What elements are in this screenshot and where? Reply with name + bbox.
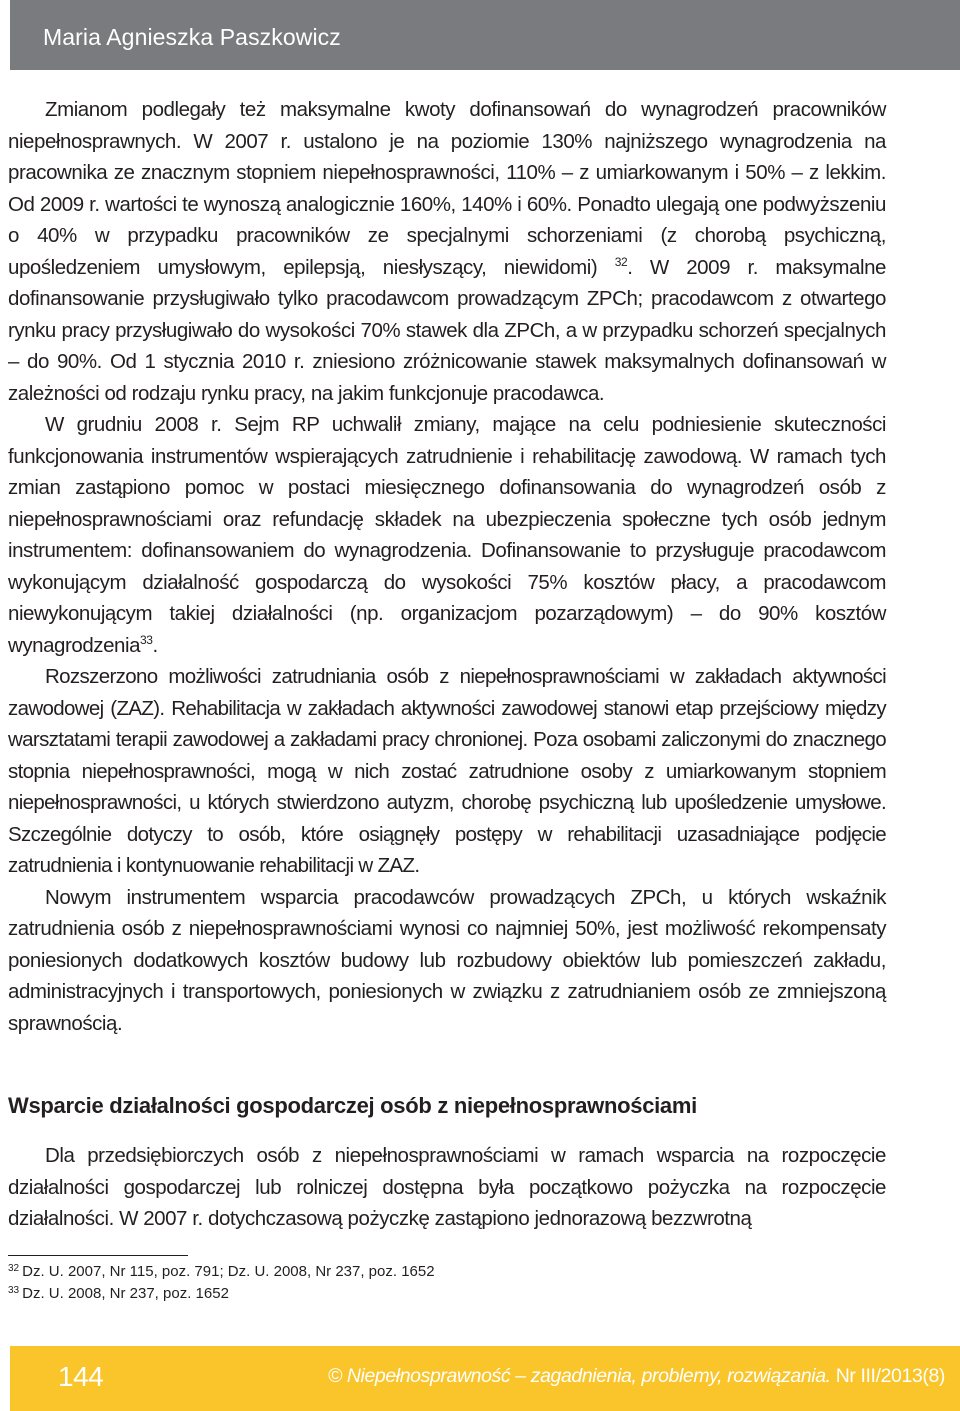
paragraph-1 bbox=[8, 94, 886, 409]
paragraph-2 bbox=[8, 409, 886, 661]
paragraph-1-text: Zmianom podlegały też maksymalne kwoty dofinansowań do wynagrodzeń pracowników niepełnosprawnych. W 2007 r. ustalono je na poziomie 130% najniższego wynagrodzenia na pracownika ze znacznym stopniem niepełnosprawności, 110% – z umiarkowanym i 50% – z lekkim. Od 2009 r. wartości te wynoszą analogicznie 160%, 140% i 60%. Ponadto ulegają one podwyższeniu o 40% w przypadku pracowników ze specjalnymi schorzeniami (z chorobą psychiczną, upośledzeniem umysłowym, epilepsją, niesłyszący, niewidomi) bbox=[8, 98, 886, 279]
footnote-number: 32 bbox=[8, 1263, 20, 1274]
journal-citation bbox=[328, 1365, 945, 1388]
footnote-text: Dz. U. 2007, Nr 115, poz. 791; Dz. U. 2008, Nr 237, poz. 1652 bbox=[22, 1263, 435, 1280]
main-text bbox=[8, 94, 886, 1039]
footnote-32 bbox=[8, 1261, 435, 1283]
footnote-separator bbox=[8, 1255, 188, 1256]
journal-issue: Nr III/2013(8) bbox=[830, 1365, 945, 1387]
section-paragraph: Dla przedsiębiorczych osób z niepełnosprawnościami w ramach wsparcia na rozpoczęcie działalności gospodarczej lub rolniczej dostępna była początkowo pożyczka na rozpoczęcie działalności. W 2007 r. dotychczasową pożyczkę zastąpiono jednorazową bezzwrotną bbox=[8, 1144, 886, 1230]
footnote-text: Dz. U. 2008, Nr 237, poz. 1652 bbox=[22, 1285, 229, 1302]
paragraph-4: Nowym instrumentem wsparcia pracodawców prowadzących ZPCh, u których wskaźnik zatrudnienia osób z niepełnosprawnościami wynosi co najmniej 50%, jest możliwość rekompensaty poniesionych dodatkowych kosztów budowy lub rozbudowy obiektów lub pomieszczeń zakładu, administracyjnych i transportowych, poniesionych w związku z zatrudnianiem osób ze zmniejszoną sprawnością. bbox=[8, 885, 886, 1035]
footnotes bbox=[8, 1261, 435, 1305]
paragraph-1-text-cont: . W 2009 r. maksymalne dofinansowanie przysługiwało tylko pracodawcom prowadzącym ZPCh; pracodawcom z otwartego rynku pracy przysługiwało do wysokości 70% stawek dla ZPCh, a w przypadku schorzeń specjalnych – do 90%. Od 1 stycznia 2010 r. zniesiono zróżnicowanie stawek maksymalnych dofinansowań w zależności od rodzaju rynku pracy, na jakim funkcjonuje pracodawca. bbox=[8, 255, 886, 405]
page-footer bbox=[10, 1346, 960, 1411]
page-number: 144 bbox=[58, 1361, 104, 1392]
paragraph-3: Rozszerzono możliwości zatrudniania osób z niepełnosprawnościami w zakładach aktywności zawodowej (ZAZ). Rehabilitacja w zakładach aktywności zawodowej stanowi etap przejściowy między warsztatami terapii zawodowej a zakładami pracy chronionej. Poza osobami zaliczonymi do znacznego stopnia niepełnosprawności, mogą w nich zostać zatrudnione osoby z umiarkowanym stopniem niepełnosprawności, u których stwierdzono autyzm, chorobę psychiczną lub upośledzenie umysłowe. Szczególnie dotyczy to osób, które osiągnęły postępy w rehabilitacji uzasadniające podjęcie zatrudnienia i kontynuowanie rehabilitacji w ZAZ. bbox=[8, 665, 886, 877]
footnote-ref-33: 33 bbox=[140, 632, 153, 647]
paragraph-2-end: . bbox=[152, 633, 158, 657]
running-head-author: Maria Agnieszka Paszkowicz bbox=[43, 24, 341, 50]
journal-title: © Niepełnosprawność – zagadnienia, problemy, rozwiązania. bbox=[327, 1365, 831, 1387]
footnote-number: 33 bbox=[8, 1285, 20, 1296]
footnote-ref-32: 32 bbox=[614, 254, 628, 269]
paragraph-2-text: W grudniu 2008 r. Sejm RP uchwalił zmiany, mające na celu podniesienie skuteczności funkcjonowania instrumentów wspierających zatrudnienie i rehabilitację zawodową. W ramach tych zmian zastąpiono pomoc w postaci miesięcznego dofinansowania do wynagrodzeń osób z niepełnosprawnościami oraz refundację składek na ubezpieczenia społeczne tych osób jednym instrumentem: dofinansowaniem do wynagrodzenia. Dofinansowanie to przysługuje pracodawcom wykonującym działalność gospodarczą do wysokości 75% kosztów płacy, a pracodawcom niewykonującym takiej działalności (np. organizacjom pozarządowym) – do 90% kosztów wynagrodzenia bbox=[8, 413, 886, 657]
footnote-33 bbox=[8, 1283, 435, 1305]
section-text bbox=[8, 1140, 886, 1235]
page-header bbox=[10, 0, 960, 70]
section-heading: Wsparcie działalności gospodarczej osób z niepełnosprawnościami bbox=[8, 1093, 697, 1118]
